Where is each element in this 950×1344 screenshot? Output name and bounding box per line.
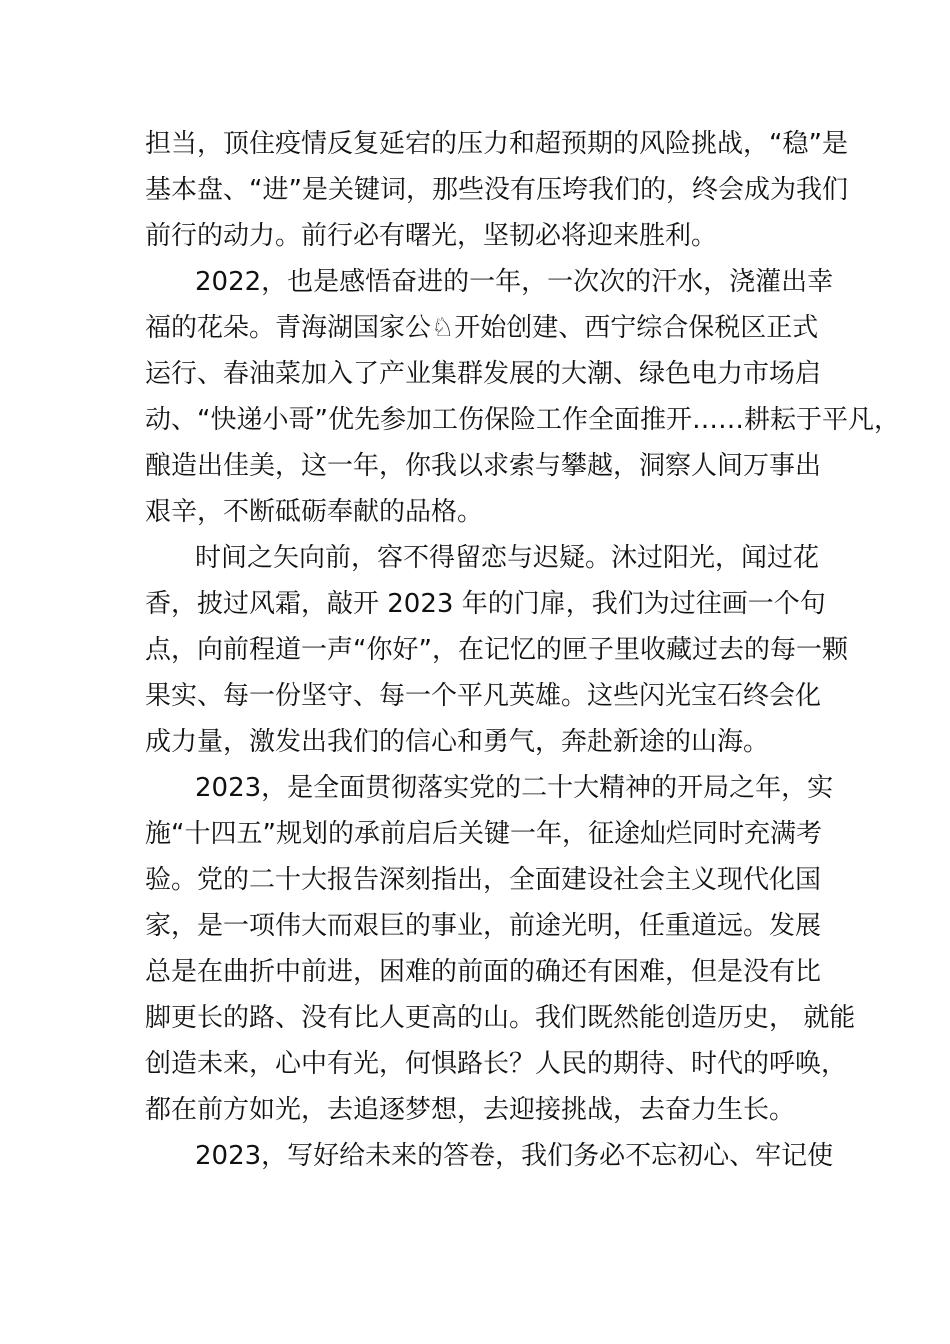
text-line: 果实、每一份坚守、每一个平凡英雄。这些闪光宝石终会化 xyxy=(145,681,822,711)
text-line: 点，向前程道一声“你好”，在记忆的匣子里收藏过去的每一颗 xyxy=(145,635,848,665)
text-line: 动、“快递小哥”优先参加工伤保险工作全面推开……耕耘于平凡， xyxy=(145,405,900,435)
text-line: 担当，顶住疫情反复延宕的压力和超预期的风险挑战，“稳”是 xyxy=(145,129,848,159)
text-line: 都在前方如光，去追逐梦想，去迎接挑战，去奋力生长。 xyxy=(145,1095,796,1125)
text-line: 脚更长的路、没有比人更高的山。我们既然能创造历史， 就能 xyxy=(145,1003,856,1033)
text-line: 成力量，激发出我们的信心和勇气，奔赴新途的山海。 xyxy=(145,727,770,757)
text-line: 2023，写好给未来的答卷，我们务必不忘初心、牢记使 xyxy=(195,1141,834,1171)
text-line: 艰辛，不断砥砺奉献的品格。 xyxy=(145,497,484,527)
text-line: 福的花朵。青海湖国家公♘开始创建、西宁综合保税区正式 xyxy=(145,313,819,343)
text-line: 酿造出佳美，这一年，你我以求索与攀越，洞察人间万事出 xyxy=(145,451,822,481)
text-line: 施“十四五”规划的承前启后关键一年，征途灿烂同时充满考 xyxy=(145,819,822,849)
text-line: 时间之矢向前，容不得留恋与迟疑。沐过阳光，闻过花 xyxy=(195,543,820,573)
text-line: 2022，也是感悟奋进的一年，一次次的汗水，浇灌出幸 xyxy=(195,267,834,297)
text-line: 创造未来，心中有光，何惧路长？人民的期待、时代的呼唤， xyxy=(145,1049,848,1079)
text-line: 运行、春油菜加入了产业集群发展的大潮、绿色电力市场启 xyxy=(145,359,822,389)
text-line: 验。党的二十大报告深刻指出，全面建设社会主义现代化国 xyxy=(145,865,822,895)
text-line: 2023，是全面贯彻落实党的二十大精神的开局之年，实 xyxy=(195,773,834,803)
text-line: 总是在曲折中前进，困难的前面的确还有困难，但是没有比 xyxy=(145,957,822,987)
text-line: 前行的动力。前行必有曙光，坚韧必将迎来胜利。 xyxy=(145,221,718,251)
text-line: 基本盘、“进”是关键词，那些没有压垮我们的，终会成为我们 xyxy=(145,175,848,205)
text-line: 家，是一项伟大而艰巨的事业，前途光明，任重道远。发展 xyxy=(145,911,822,941)
text-line: 香，披过风霜，敲开 2023 年的门扉，我们为过往画一个句 xyxy=(145,589,826,619)
